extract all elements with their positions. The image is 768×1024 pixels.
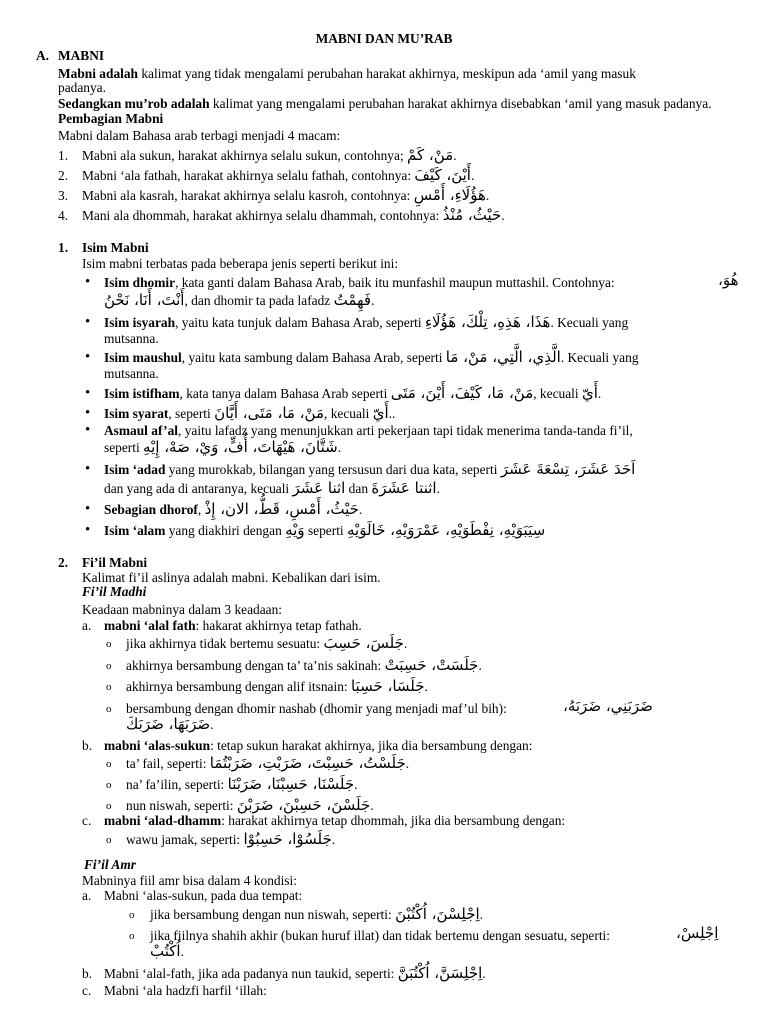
section-a-marker: A. xyxy=(36,48,50,63)
fiil-a-item-1: jika akhirnya tidak bertemu sesuatu: جَلَسَ، حَسِبَ. xyxy=(126,634,408,652)
amr-a: Mabni ‘alas-sukun, pada dua tempat: xyxy=(104,888,303,903)
circle-bullet-icon: o xyxy=(129,930,135,942)
isim-adad-cont: dan yang ada di antaranya, kecuali اثنا عَشَرَ dan اثنتا عَشَرَةَ. xyxy=(104,479,440,497)
amr-b-marker: b. xyxy=(82,966,93,981)
bullet-icon: • xyxy=(85,522,91,538)
fiil-a-item-2: akhirnya bersambung dengan ta’ ta’nis sakinah: جَلَسَتْ، حَسِبَتْ. xyxy=(126,656,482,674)
amr-c: Mabni ‘ala hadzfi harfil ‘illah: xyxy=(104,983,267,998)
section-a-heading: MABNI xyxy=(58,48,105,63)
fiil-b-marker: b. xyxy=(82,738,93,753)
isim-maushul-cont: mutsanna. xyxy=(104,366,159,381)
isim-dhomir: Isim dhomir, kata ganti dalam Bahasa Arab, baik itu munfashil maupun muttashil. Contohnya: xyxy=(104,275,615,290)
asmaul-afal-cont: seperti شَتَّانَ، هَيْهَاتَ، أُفٍّ، وَيْ، صَهْ، إِيْهِ. xyxy=(104,438,342,456)
macam-num-1: 1. xyxy=(58,148,69,163)
fiil-a: mabni ‘alal fath: hakarat akhirnya tetap fathah. xyxy=(104,618,362,633)
macam-num-3: 3. xyxy=(58,188,69,203)
fiil-amr-intro: Mabninya fiil amr bisa dalam 4 kondisi: xyxy=(82,873,297,888)
fiil-madhi-heading: Fi’il Madhi xyxy=(82,584,147,599)
fiil-amr-heading: Fi’il Amr xyxy=(84,857,136,872)
circle-bullet-icon: o xyxy=(106,681,112,693)
fiil-b-item-2: na’ fa’ilin, seperti: جَلَسْنَا، حَسِبْنَا، ضَرَبْنَا. xyxy=(126,775,358,793)
macam-item-1: Mabni ala sukun, harakat akhirnya selalu sukun, contohnya; مَنْ، كَمْ. xyxy=(82,146,457,164)
isim-num: 1. xyxy=(58,240,69,255)
document-title: MABNI DAN MU’RAB xyxy=(315,31,453,46)
circle-bullet-icon: o xyxy=(106,800,112,812)
isim-alam: Isim ‘alam yang diakhiri dengan وَيْهِ seperti سِيَبَوَيْهِ، نِفْطَوَيْهِ، عَمْرَوَيْهِ، خَالَوَيْهِ xyxy=(104,521,546,539)
amr-a-item-2: jika fiilnya shahih akhir (bukan huruf illat) dan tidak bertemu dengan sesuatu, seperti: xyxy=(150,928,610,943)
bullet-icon: • xyxy=(85,422,91,438)
macam-num-2: 2. xyxy=(58,168,69,183)
fiil-c: mabni ‘alad-dhamm: harakat akhirnya tetap dhommah, jika dia bersambung dengan: xyxy=(104,813,566,828)
sebagian-dhorof: Sebagian dhorof, حَيْثُ، أَمْسِ، قَطُّ، الان، إِذْ. xyxy=(104,500,363,518)
fiil-num: 2. xyxy=(58,555,69,570)
fiil-b-item-3: nun niswah, seperti: جَلَسْنَ، حَسِبْنَ، ضَرَبْنَ. xyxy=(126,796,374,814)
macam-num-4: 4. xyxy=(58,208,69,223)
isim-heading: Isim Mabni xyxy=(82,240,149,255)
isim-dhomir-arabic-1: هُوَ، xyxy=(718,271,739,289)
isim-dhomir-cont: أَنْتَ، أَنَا، نَحْنُ, dan dhomir ta pada lafadz فَهِمْتُ. xyxy=(104,291,375,309)
circle-bullet-icon: o xyxy=(106,638,112,650)
fiil-a-item-4-cont: ضَرَبَهَا، ضَرَبَكَ. xyxy=(126,715,214,733)
bullet-icon: • xyxy=(85,349,91,365)
isim-syarat: Isim syarat, seperti مَنْ، مَا، مَتَى، أَيَّانَ, kecuali أَيّ.. xyxy=(104,404,396,422)
mabni-definition: Mabni adalah kalimat yang tidak mengalami perubahan harakat akhirnya, meskipun ada ‘amil yang masuk xyxy=(58,66,636,81)
bullet-icon: • xyxy=(85,405,91,421)
isim-isyarah-cont: mutsanna. xyxy=(104,331,159,346)
fiil-a-item-4-arabic-1: ضَرَبَنِي، ضَرَبَهُ، xyxy=(563,697,653,715)
fiil-heading: Fi’il Mabni xyxy=(82,555,148,570)
circle-bullet-icon: o xyxy=(106,703,112,715)
pembagian-heading: Pembagian Mabni xyxy=(58,111,164,126)
amr-b: Mabni ‘alal-fath, jika ada padanya nun taukid, seperti: اِجْلِسَنَّ، اُكْتُبَنَّ. xyxy=(104,964,486,982)
asmaul-afal: Asmaul af’al, yaitu lafadz yang menunjukkan arti pekerjaan tapi tidak menerima tanda-tanda fi’il, xyxy=(104,423,633,438)
isim-intro: Isim mabni terbatas pada beberapa jenis seperti berikut ini: xyxy=(82,256,399,271)
circle-bullet-icon: o xyxy=(129,909,135,921)
circle-bullet-icon: o xyxy=(106,834,112,846)
amr-a-marker: a. xyxy=(82,888,92,903)
isim-maushul: Isim maushul, yaitu kata sambung dalam Bahasa Arab, seperti الَّذِي، الَّتِي، مَنْ، مَا. Kecuali yang xyxy=(104,348,639,366)
bullet-icon: • xyxy=(85,501,91,517)
fiil-a-item-3: akhirnya bersambung dengan alif itsnain: جَلَسَا، حَسِبَا. xyxy=(126,677,428,695)
bullet-icon: • xyxy=(85,461,91,477)
amr-a-item-2-cont: اُكْتُبْ. xyxy=(150,942,184,960)
macam-item-2: Mabni ‘ala fathah, harakat akhirnya selalu fathah, contohnya: أَيْنَ، كَيْفَ. xyxy=(82,166,475,184)
circle-bullet-icon: o xyxy=(106,779,112,791)
amr-a-item-2-arabic-1: اِجْلِسْ، xyxy=(676,924,719,942)
mabni-definition-cont: padanya. xyxy=(58,80,106,95)
amr-a-item-1: jika bersambung dengan nun niswah, seperti: اِجْلِسْنَ، اُكْتُبْنَ. xyxy=(150,905,484,923)
circle-bullet-icon: o xyxy=(106,660,112,672)
fiil-b: mabni ‘alas-sukun: tetap sukun harakat akhirnya, jika dia bersambung dengan: xyxy=(104,738,533,753)
isim-isyarah: Isim isyarah, yaitu kata tunjuk dalam Bahasa Arab, seperti هَذَا، هَذِهِ، تِلْكَ، هَؤُلَاءِ. Kecuali yang xyxy=(104,313,629,331)
isim-adad: Isim ‘adad yang murokkab, bilangan yang tersusun dari dua kata, seperti اَحَدَ عَشَرَ، تِسْعَةَ عَشَرَ xyxy=(104,460,636,478)
macam-item-4: Mani ala dhommah, harakat akhirnya selalu dhammah, contohnya: حَيْثُ، مُنْذُ. xyxy=(82,206,505,224)
fiil-c-item-1: wawu jamak, seperti: جَلَسُوْا، حَسِبُوْا. xyxy=(126,830,336,848)
bullet-icon: • xyxy=(85,274,91,290)
amr-c-marker: c. xyxy=(82,983,92,998)
isim-istifham: Isim istifham, kata tanya dalam Bahasa Arab seperti مَنْ، مَا، كَيْفَ، أَيْنَ، مَتَى, kecuali أَيّ. xyxy=(104,384,602,402)
circle-bullet-icon: o xyxy=(106,758,112,770)
fiil-c-marker: c. xyxy=(82,813,92,828)
fiil-intro: Kalimat fi’il aslinya adalah mabni. Kebalikan dari isim. xyxy=(82,570,381,585)
fiil-keadaan: Keadaan mabninya dalam 3 keadaan: xyxy=(82,602,283,617)
fiil-b-item-1: ta’ fail, seperti: جَلَسْتُ، حَسِبْتَ، ضَرَبْتِ، ضَرَبْتُمَا. xyxy=(126,754,410,772)
macam-item-3: Mabni ala kasrah, harakat akhirnya selalu kasroh, contohnya: هَؤُلَاءِ، أَمْسِ. xyxy=(82,186,490,204)
bullet-icon: • xyxy=(85,385,91,401)
fiil-a-marker: a. xyxy=(82,618,92,633)
bullet-icon: • xyxy=(85,314,91,330)
fiil-a-item-4: bersambung dengan dhomir nashab (dhomir yang menjadi maf’ul bih): xyxy=(126,701,507,716)
murob-definition: Sedangkan mu’rob adalah kalimat yang mengalami perubahan harakat akhirnya disebabkan ‘amil yang masuk padanya. xyxy=(58,96,712,111)
pembagian-intro: Mabni dalam Bahasa arab terbagi menjadi 4 macam: xyxy=(58,128,341,143)
